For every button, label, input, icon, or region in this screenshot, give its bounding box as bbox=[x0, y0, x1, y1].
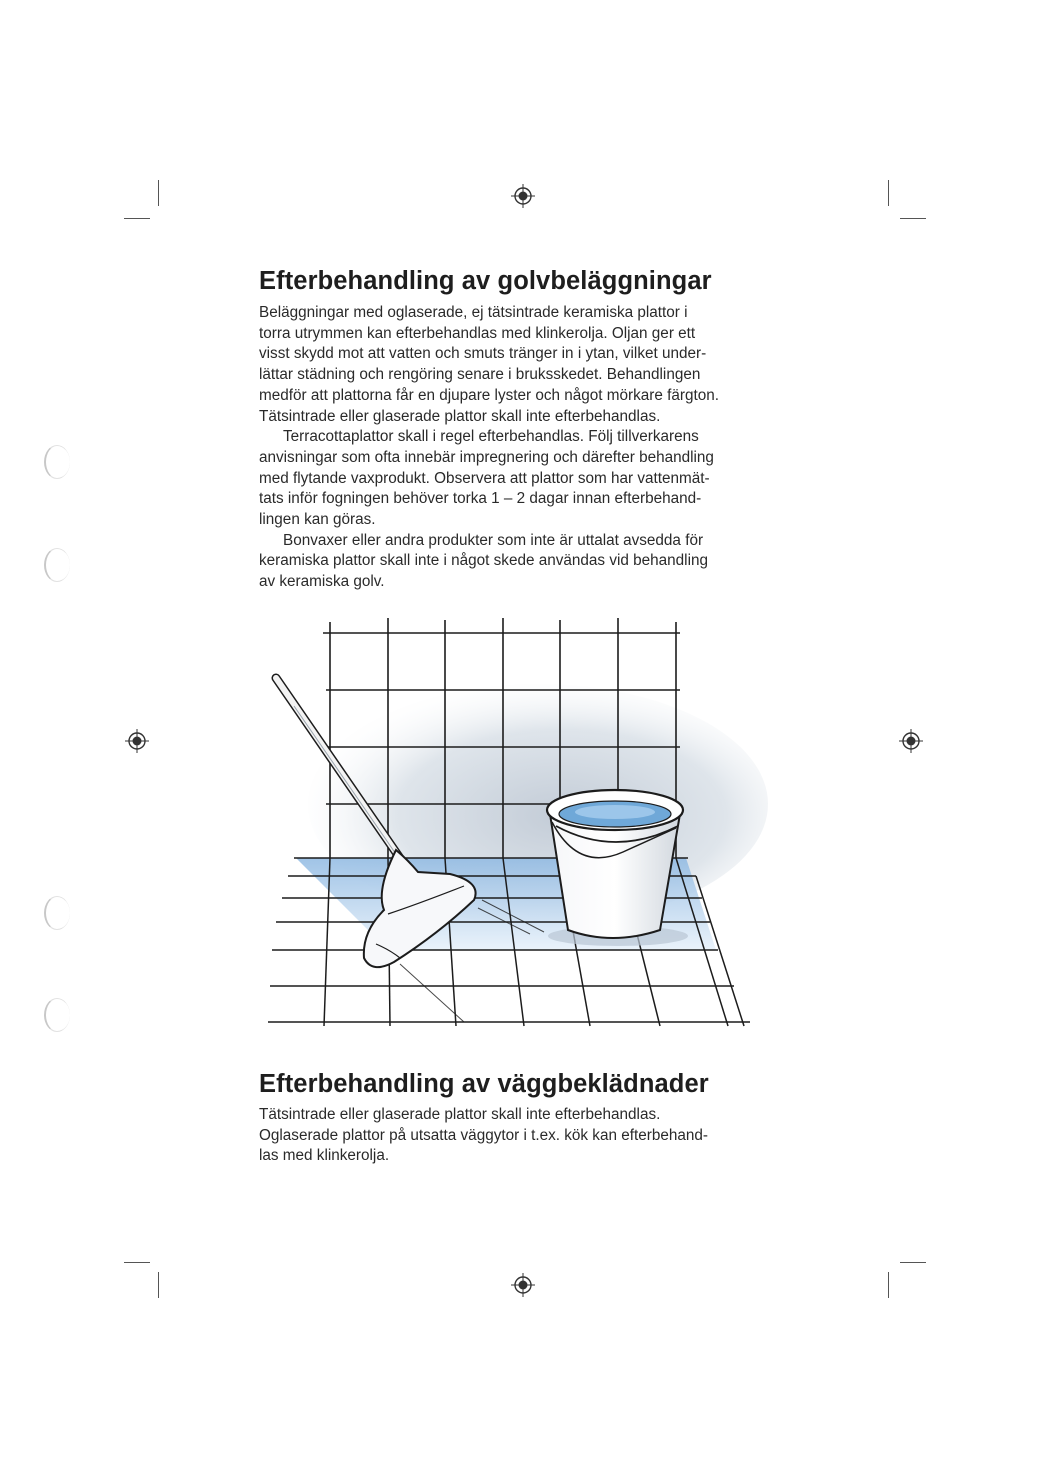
registration-mark-icon bbox=[125, 729, 149, 753]
paragraph: Tätsintrade eller glaserade plattor skall inte efterbehandlas. Oglaserade plattor på utsatta väggytor i t.ex. kök kan efterbehand- las med klinkerolja. bbox=[259, 1106, 708, 1165]
crop-mark bbox=[900, 1262, 926, 1263]
section-body-floor bbox=[259, 303, 799, 593]
registration-mark-icon bbox=[899, 729, 923, 753]
binder-hole bbox=[44, 445, 70, 479]
mop-bucket-illustration bbox=[268, 614, 768, 1034]
binder-hole bbox=[44, 998, 70, 1032]
crop-mark bbox=[888, 1272, 889, 1298]
section-heading-wall: Efterbehandling av väggbeklädnader bbox=[259, 1070, 709, 1098]
crop-mark bbox=[124, 218, 150, 219]
paragraph: Terracottaplattor skall i regel efterbehandlas. Följ tillverkarens anvisningar som ofta innebär impregnering och därefter behandling med flytande vaxprodukt. Observera att plattor som har vattenmät- tats inför fogningen behöver torka 1 – 2 dagar innan efterbehand- lingen kan göras. bbox=[259, 428, 714, 529]
registration-mark-icon bbox=[511, 184, 535, 208]
registration-mark-icon bbox=[511, 1273, 535, 1297]
binder-hole bbox=[44, 548, 70, 582]
binder-hole bbox=[44, 896, 70, 930]
paragraph: Bonvaxer eller andra produkter som inte är uttalat avsedda för keramiska plattor skall inte i något skede användas vid behandling av keramiska golv. bbox=[259, 531, 708, 591]
section-body-wall bbox=[259, 1105, 799, 1167]
crop-mark bbox=[158, 180, 159, 206]
crop-mark bbox=[888, 180, 889, 206]
section-heading-floor: Efterbehandling av golvbeläggningar bbox=[259, 267, 712, 295]
crop-mark bbox=[124, 1262, 150, 1263]
crop-mark bbox=[900, 218, 926, 219]
paragraph: Beläggningar med oglaserade, ej tätsintrade keramiska plattor i torra utrymmen kan efterbehandlas med klinkerolja. Oljan ger ett visst skydd mot att vatten och smuts tränger in i ytan, vilket under- lättar städning och rengöring senare i bruksskedet. Behandlingen medför att plattorna får en djupare lyster och något mörkare färgton. Tätsintrade eller glaserade plattor skall inte efterbehandlas. bbox=[259, 304, 720, 425]
crop-mark bbox=[158, 1272, 159, 1298]
